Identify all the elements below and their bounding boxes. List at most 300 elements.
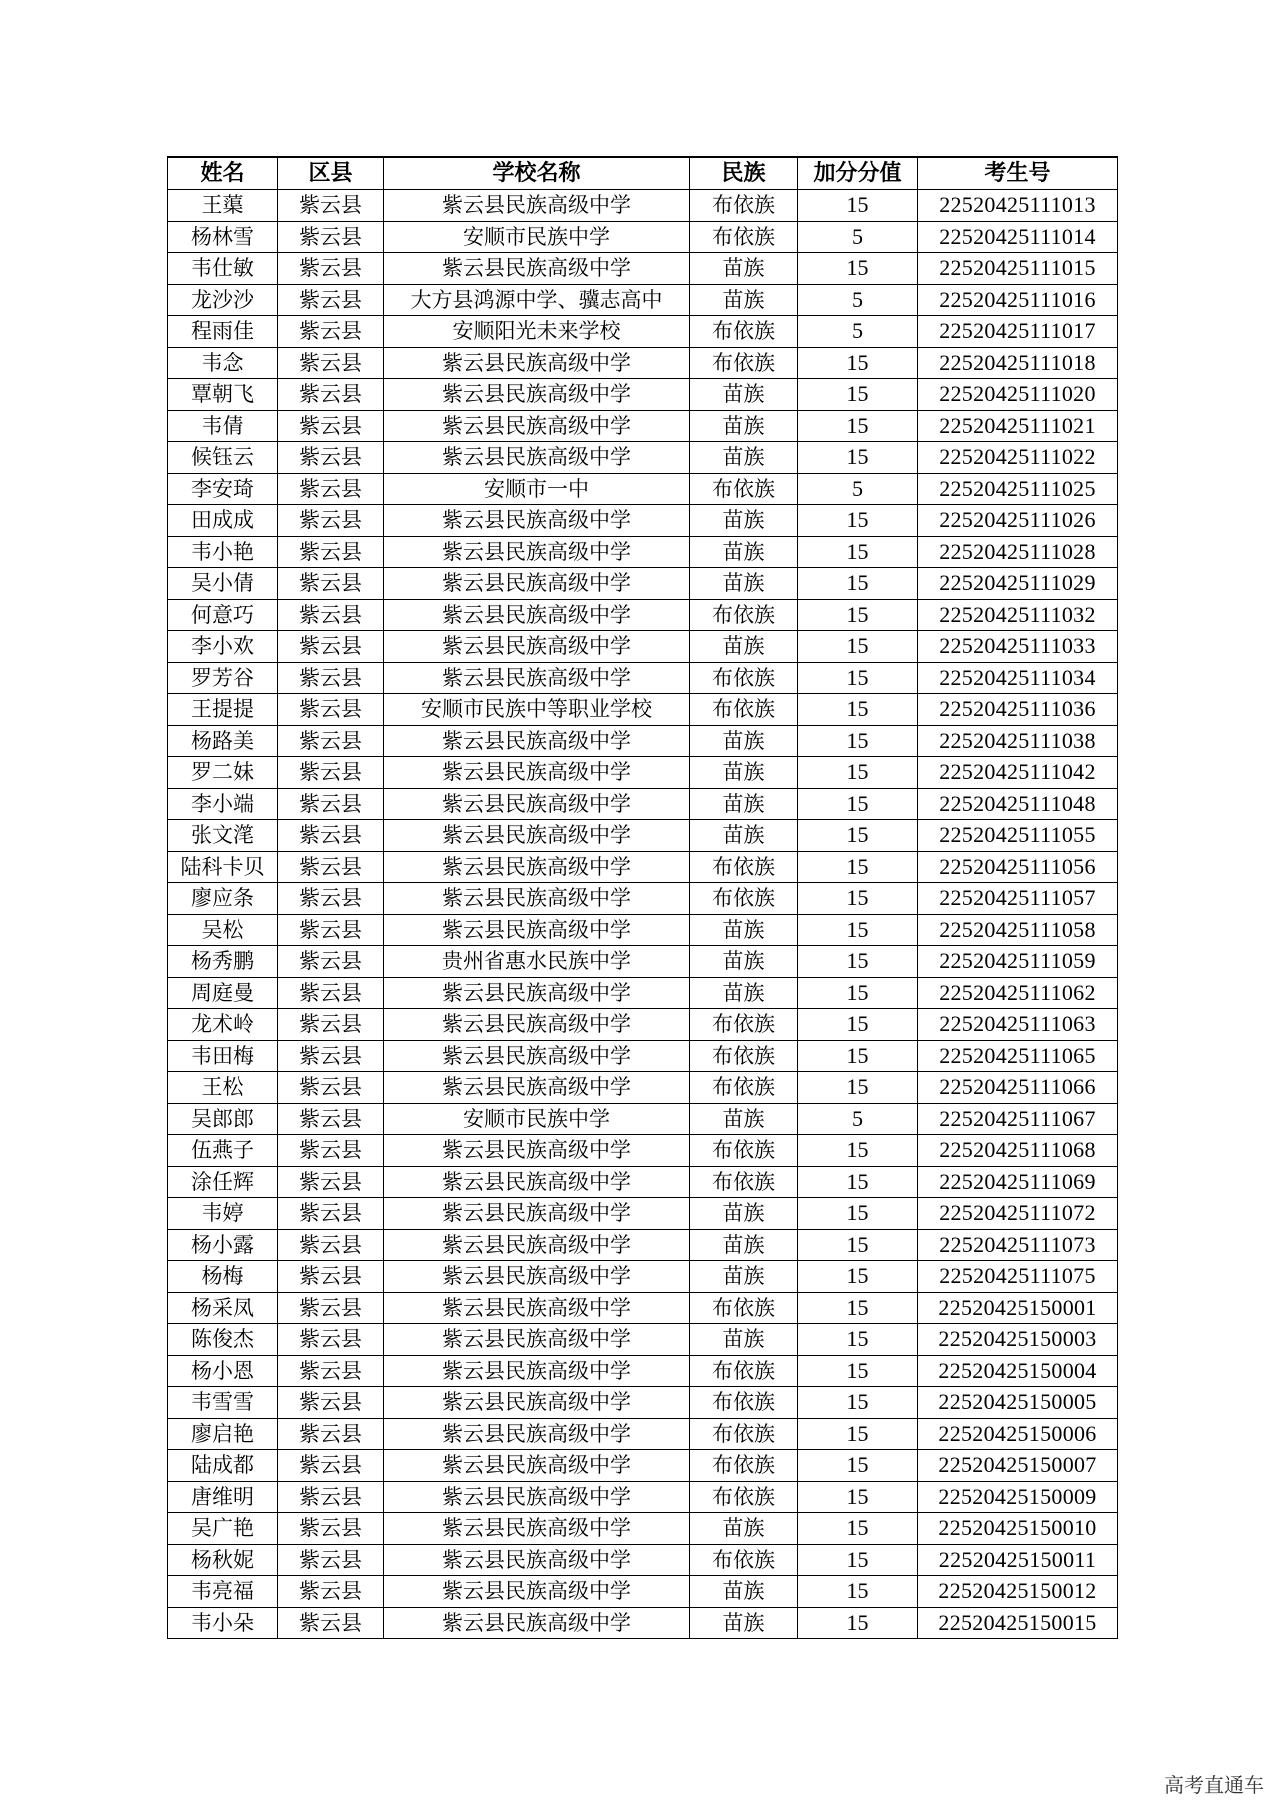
- cell-bonus: 15: [798, 1072, 918, 1104]
- cell-school: 紫云县民族高级中学: [384, 1229, 690, 1261]
- cell-bonus: 15: [798, 788, 918, 820]
- cell-county: 紫云县: [278, 1135, 384, 1167]
- cell-name: 陆科卡贝: [168, 851, 278, 883]
- cell-name: 韦雪雪: [168, 1387, 278, 1419]
- cell-bonus: 15: [798, 1324, 918, 1356]
- cell-bonus: 15: [798, 914, 918, 946]
- table-row: [168, 914, 1118, 946]
- cell-exam-id: 22520425111022: [918, 442, 1118, 474]
- cell-name: 陈俊杰: [168, 1324, 278, 1356]
- cell-bonus: 15: [798, 1198, 918, 1230]
- cell-county: 紫云县: [278, 410, 384, 442]
- cell-ethnicity: 布依族: [690, 1072, 798, 1104]
- cell-school: 安顺市民族中学: [384, 221, 690, 253]
- cell-school: 安顺市民族中学: [384, 1103, 690, 1135]
- cell-bonus: 15: [798, 977, 918, 1009]
- cell-school: 安顺阳光未来学校: [384, 316, 690, 348]
- cell-ethnicity: 苗族: [690, 253, 798, 285]
- cell-ethnicity: 苗族: [690, 284, 798, 316]
- cell-name: 罗芳谷: [168, 662, 278, 694]
- cell-bonus: 15: [798, 1450, 918, 1482]
- cell-bonus: 15: [798, 1418, 918, 1450]
- cell-name: 候钰云: [168, 442, 278, 474]
- cell-ethnicity: 苗族: [690, 568, 798, 600]
- cell-exam-id: 22520425111034: [918, 662, 1118, 694]
- cell-name: 韦田梅: [168, 1040, 278, 1072]
- cell-ethnicity: 布依族: [690, 316, 798, 348]
- cell-bonus: 15: [798, 757, 918, 789]
- cell-bonus: 15: [798, 631, 918, 663]
- table-row: [168, 1166, 1118, 1198]
- cell-exam-id: 22520425111026: [918, 505, 1118, 537]
- cell-school: 紫云县民族高级中学: [384, 631, 690, 663]
- cell-name: 韦倩: [168, 410, 278, 442]
- cell-exam-id: 22520425150003: [918, 1324, 1118, 1356]
- bonus-score-table: [167, 156, 1118, 1639]
- cell-ethnicity: 布依族: [690, 1166, 798, 1198]
- table-row: [168, 1009, 1118, 1041]
- table-row: [168, 725, 1118, 757]
- cell-ethnicity: 布依族: [690, 694, 798, 726]
- table-row: [168, 788, 1118, 820]
- cell-name: 杨梅: [168, 1261, 278, 1293]
- cell-exam-id: 22520425111062: [918, 977, 1118, 1009]
- cell-exam-id: 22520425111056: [918, 851, 1118, 883]
- cell-county: 紫云县: [278, 347, 384, 379]
- cell-ethnicity: 苗族: [690, 631, 798, 663]
- cell-name: 罗二妹: [168, 757, 278, 789]
- cell-county: 紫云县: [278, 914, 384, 946]
- cell-school: 紫云县民族高级中学: [384, 1387, 690, 1419]
- cell-school: 紫云县民族高级中学: [384, 1418, 690, 1450]
- cell-school: 安顺市一中: [384, 473, 690, 505]
- cell-county: 紫云县: [278, 505, 384, 537]
- cell-school: 紫云县民族高级中学: [384, 820, 690, 852]
- cell-school: 紫云县民族高级中学: [384, 1513, 690, 1545]
- cell-ethnicity: 布依族: [690, 1418, 798, 1450]
- cell-school: 紫云县民族高级中学: [384, 662, 690, 694]
- table-row: [168, 1261, 1118, 1293]
- cell-bonus: 15: [798, 505, 918, 537]
- cell-exam-id: 22520425150001: [918, 1292, 1118, 1324]
- cell-exam-id: 22520425111014: [918, 221, 1118, 253]
- cell-school: 紫云县民族高级中学: [384, 757, 690, 789]
- cell-name: 杨秀鹏: [168, 946, 278, 978]
- cell-county: 紫云县: [278, 1198, 384, 1230]
- header-bonus: 加分分值: [798, 157, 918, 190]
- cell-ethnicity: 苗族: [690, 1229, 798, 1261]
- cell-name: 吴松: [168, 914, 278, 946]
- cell-name: 何意巧: [168, 599, 278, 631]
- cell-school: 紫云县民族高级中学: [384, 410, 690, 442]
- cell-ethnicity: 苗族: [690, 1324, 798, 1356]
- cell-bonus: 15: [798, 442, 918, 474]
- cell-bonus: 15: [798, 1229, 918, 1261]
- cell-exam-id: 22520425111065: [918, 1040, 1118, 1072]
- cell-bonus: 15: [798, 347, 918, 379]
- cell-bonus: 5: [798, 316, 918, 348]
- cell-name: 李小欢: [168, 631, 278, 663]
- cell-county: 紫云县: [278, 1607, 384, 1639]
- cell-name: 涂任辉: [168, 1166, 278, 1198]
- cell-school: 紫云县民族高级中学: [384, 1450, 690, 1482]
- cell-exam-id: 22520425150011: [918, 1544, 1118, 1576]
- cell-name: 吴郎郎: [168, 1103, 278, 1135]
- cell-exam-id: 22520425111067: [918, 1103, 1118, 1135]
- cell-school: 紫云县民族高级中学: [384, 788, 690, 820]
- cell-bonus: 15: [798, 1009, 918, 1041]
- table-row: [168, 946, 1118, 978]
- cell-bonus: 15: [798, 694, 918, 726]
- table-row: [168, 1355, 1118, 1387]
- table-row: [168, 1103, 1118, 1135]
- table-row: [168, 1387, 1118, 1419]
- cell-county: 紫云县: [278, 1072, 384, 1104]
- cell-school: 紫云县民族高级中学: [384, 883, 690, 915]
- cell-ethnicity: 布依族: [690, 1387, 798, 1419]
- cell-bonus: 15: [798, 662, 918, 694]
- cell-exam-id: 22520425111073: [918, 1229, 1118, 1261]
- table-row: [168, 820, 1118, 852]
- cell-ethnicity: 苗族: [690, 505, 798, 537]
- cell-exam-id: 22520425150015: [918, 1607, 1118, 1639]
- cell-bonus: 5: [798, 284, 918, 316]
- cell-name: 李安琦: [168, 473, 278, 505]
- table-row: [168, 1481, 1118, 1513]
- cell-school: 紫云县民族高级中学: [384, 253, 690, 285]
- cell-name: 龙沙沙: [168, 284, 278, 316]
- cell-county: 紫云县: [278, 473, 384, 505]
- cell-school: 紫云县民族高级中学: [384, 568, 690, 600]
- table-row: [168, 1607, 1118, 1639]
- cell-ethnicity: 布依族: [690, 1355, 798, 1387]
- cell-bonus: 15: [798, 536, 918, 568]
- table-row: [168, 977, 1118, 1009]
- cell-county: 紫云县: [278, 1292, 384, 1324]
- cell-ethnicity: 布依族: [690, 1009, 798, 1041]
- cell-county: 紫云县: [278, 1481, 384, 1513]
- cell-exam-id: 22520425111025: [918, 473, 1118, 505]
- cell-county: 紫云县: [278, 757, 384, 789]
- cell-bonus: 15: [798, 1355, 918, 1387]
- cell-bonus: 15: [798, 253, 918, 285]
- cell-bonus: 5: [798, 1103, 918, 1135]
- cell-exam-id: 22520425111057: [918, 883, 1118, 915]
- cell-name: 杨采凤: [168, 1292, 278, 1324]
- cell-exam-id: 22520425111021: [918, 410, 1118, 442]
- table-row: [168, 1450, 1118, 1482]
- cell-bonus: 15: [798, 1166, 918, 1198]
- cell-county: 紫云县: [278, 190, 384, 222]
- cell-bonus: 15: [798, 190, 918, 222]
- cell-school: 紫云县民族高级中学: [384, 1544, 690, 1576]
- cell-exam-id: 22520425111068: [918, 1135, 1118, 1167]
- cell-school: 紫云县民族高级中学: [384, 1135, 690, 1167]
- cell-ethnicity: 苗族: [690, 1607, 798, 1639]
- cell-ethnicity: 苗族: [690, 410, 798, 442]
- cell-name: 陆成都: [168, 1450, 278, 1482]
- cell-exam-id: 22520425111066: [918, 1072, 1118, 1104]
- cell-school: 紫云县民族高级中学: [384, 977, 690, 1009]
- cell-county: 紫云县: [278, 221, 384, 253]
- cell-county: 紫云县: [278, 977, 384, 1009]
- cell-exam-id: 22520425150009: [918, 1481, 1118, 1513]
- cell-school: 紫云县民族高级中学: [384, 1072, 690, 1104]
- header-school: 学校名称: [384, 157, 690, 190]
- cell-school: 紫云县民族高级中学: [384, 1324, 690, 1356]
- cell-county: 紫云县: [278, 1544, 384, 1576]
- cell-name: 韦亮福: [168, 1576, 278, 1608]
- table-row: [168, 316, 1118, 348]
- cell-exam-id: 22520425150006: [918, 1418, 1118, 1450]
- table-row: [168, 505, 1118, 537]
- cell-county: 紫云县: [278, 946, 384, 978]
- cell-exam-id: 22520425111015: [918, 253, 1118, 285]
- cell-ethnicity: 苗族: [690, 820, 798, 852]
- cell-ethnicity: 苗族: [690, 725, 798, 757]
- cell-name: 杨秋妮: [168, 1544, 278, 1576]
- cell-ethnicity: 布依族: [690, 473, 798, 505]
- cell-ethnicity: 布依族: [690, 883, 798, 915]
- cell-county: 紫云县: [278, 1576, 384, 1608]
- cell-exam-id: 22520425111058: [918, 914, 1118, 946]
- cell-name: 韦小朵: [168, 1607, 278, 1639]
- cell-county: 紫云县: [278, 883, 384, 915]
- cell-ethnicity: 布依族: [690, 1292, 798, 1324]
- cell-exam-id: 22520425111069: [918, 1166, 1118, 1198]
- table-row: [168, 757, 1118, 789]
- cell-exam-id: 22520425111017: [918, 316, 1118, 348]
- cell-ethnicity: 布依族: [690, 347, 798, 379]
- cell-name: 唐维明: [168, 1481, 278, 1513]
- cell-ethnicity: 苗族: [690, 1261, 798, 1293]
- cell-county: 紫云县: [278, 1166, 384, 1198]
- table-row: [168, 536, 1118, 568]
- cell-name: 吴小倩: [168, 568, 278, 600]
- cell-county: 紫云县: [278, 1324, 384, 1356]
- cell-name: 廖启艳: [168, 1418, 278, 1450]
- cell-exam-id: 22520425150010: [918, 1513, 1118, 1545]
- cell-bonus: 5: [798, 221, 918, 253]
- cell-county: 紫云县: [278, 379, 384, 411]
- header-exam-id: 考生号: [918, 157, 1118, 190]
- cell-name: 田成成: [168, 505, 278, 537]
- table-row: [168, 1072, 1118, 1104]
- cell-school: 紫云县民族高级中学: [384, 190, 690, 222]
- cell-name: 韦小艳: [168, 536, 278, 568]
- cell-bonus: 15: [798, 1135, 918, 1167]
- cell-exam-id: 22520425150005: [918, 1387, 1118, 1419]
- cell-bonus: 15: [798, 883, 918, 915]
- cell-school: 紫云县民族高级中学: [384, 599, 690, 631]
- table-row: [168, 284, 1118, 316]
- table-row: [168, 410, 1118, 442]
- table-row: [168, 568, 1118, 600]
- table-row: [168, 1229, 1118, 1261]
- cell-bonus: 15: [798, 851, 918, 883]
- table-row: [168, 1576, 1118, 1608]
- cell-name: 杨小恩: [168, 1355, 278, 1387]
- table-body: [168, 190, 1118, 1639]
- cell-exam-id: 22520425150004: [918, 1355, 1118, 1387]
- cell-school: 紫云县民族高级中学: [384, 442, 690, 474]
- cell-bonus: 15: [798, 946, 918, 978]
- cell-ethnicity: 布依族: [690, 1040, 798, 1072]
- table-row: [168, 1292, 1118, 1324]
- table-row: [168, 253, 1118, 285]
- cell-ethnicity: 苗族: [690, 536, 798, 568]
- cell-name: 张文滗: [168, 820, 278, 852]
- cell-exam-id: 22520425111048: [918, 788, 1118, 820]
- table-row: [168, 221, 1118, 253]
- cell-county: 紫云县: [278, 599, 384, 631]
- cell-county: 紫云县: [278, 1103, 384, 1135]
- cell-county: 紫云县: [278, 568, 384, 600]
- cell-name: 王蕖: [168, 190, 278, 222]
- table-row: [168, 1198, 1118, 1230]
- cell-exam-id: 22520425111055: [918, 820, 1118, 852]
- cell-ethnicity: 苗族: [690, 1513, 798, 1545]
- cell-school: 紫云县民族高级中学: [384, 1292, 690, 1324]
- cell-ethnicity: 布依族: [690, 1544, 798, 1576]
- cell-exam-id: 22520425111029: [918, 568, 1118, 600]
- cell-school: 紫云县民族高级中学: [384, 379, 690, 411]
- cell-ethnicity: 布依族: [690, 851, 798, 883]
- cell-ethnicity: 苗族: [690, 788, 798, 820]
- header-ethnicity: 民族: [690, 157, 798, 190]
- cell-exam-id: 22520425111075: [918, 1261, 1118, 1293]
- cell-name: 李小端: [168, 788, 278, 820]
- cell-exam-id: 22520425111036: [918, 694, 1118, 726]
- cell-bonus: 15: [798, 1481, 918, 1513]
- cell-school: 紫云县民族高级中学: [384, 1040, 690, 1072]
- cell-name: 杨路美: [168, 725, 278, 757]
- cell-name: 伍燕子: [168, 1135, 278, 1167]
- cell-bonus: 5: [798, 473, 918, 505]
- cell-ethnicity: 苗族: [690, 1103, 798, 1135]
- cell-bonus: 15: [798, 379, 918, 411]
- table-row: [168, 883, 1118, 915]
- cell-exam-id: 22520425111059: [918, 946, 1118, 978]
- cell-school: 紫云县民族高级中学: [384, 536, 690, 568]
- table-row: [168, 1135, 1118, 1167]
- cell-name: 覃朝飞: [168, 379, 278, 411]
- cell-ethnicity: 布依族: [690, 599, 798, 631]
- table-row: [168, 1544, 1118, 1576]
- table-row: [168, 1513, 1118, 1545]
- cell-exam-id: 22520425111033: [918, 631, 1118, 663]
- table-header-row: [168, 157, 1118, 190]
- header-county: 区县: [278, 157, 384, 190]
- cell-school: 紫云县民族高级中学: [384, 914, 690, 946]
- cell-exam-id: 22520425111028: [918, 536, 1118, 568]
- cell-bonus: 15: [798, 1544, 918, 1576]
- watermark-text: 高考直通车: [1164, 1773, 1264, 1797]
- cell-bonus: 15: [798, 1292, 918, 1324]
- cell-school: 紫云县民族高级中学: [384, 1198, 690, 1230]
- cell-name: 杨林雪: [168, 221, 278, 253]
- table-row: [168, 1418, 1118, 1450]
- cell-school: 紫云县民族高级中学: [384, 505, 690, 537]
- cell-county: 紫云县: [278, 1387, 384, 1419]
- cell-ethnicity: 布依族: [690, 1135, 798, 1167]
- cell-bonus: 15: [798, 599, 918, 631]
- table-row: [168, 631, 1118, 663]
- cell-ethnicity: 苗族: [690, 946, 798, 978]
- cell-bonus: 15: [798, 820, 918, 852]
- cell-ethnicity: 苗族: [690, 757, 798, 789]
- cell-name: 周庭曼: [168, 977, 278, 1009]
- cell-bonus: 15: [798, 1040, 918, 1072]
- cell-county: 紫云县: [278, 316, 384, 348]
- cell-school: 紫云县民族高级中学: [384, 851, 690, 883]
- cell-county: 紫云县: [278, 442, 384, 474]
- cell-ethnicity: 苗族: [690, 379, 798, 411]
- cell-county: 紫云县: [278, 1418, 384, 1450]
- table-row: [168, 851, 1118, 883]
- cell-county: 紫云县: [278, 1355, 384, 1387]
- table-row: [168, 190, 1118, 222]
- cell-school: 紫云县民族高级中学: [384, 1009, 690, 1041]
- cell-exam-id: 22520425111018: [918, 347, 1118, 379]
- cell-bonus: 15: [798, 1387, 918, 1419]
- cell-county: 紫云县: [278, 1040, 384, 1072]
- cell-county: 紫云县: [278, 1229, 384, 1261]
- cell-ethnicity: 苗族: [690, 977, 798, 1009]
- cell-name: 王松: [168, 1072, 278, 1104]
- cell-exam-id: 22520425111020: [918, 379, 1118, 411]
- cell-bonus: 15: [798, 568, 918, 600]
- cell-county: 紫云县: [278, 820, 384, 852]
- cell-county: 紫云县: [278, 536, 384, 568]
- cell-exam-id: 22520425150007: [918, 1450, 1118, 1482]
- table-row: [168, 1040, 1118, 1072]
- cell-school: 紫云县民族高级中学: [384, 1607, 690, 1639]
- cell-exam-id: 22520425111072: [918, 1198, 1118, 1230]
- cell-school: 紫云县民族高级中学: [384, 1481, 690, 1513]
- cell-exam-id: 22520425111038: [918, 725, 1118, 757]
- cell-ethnicity: 布依族: [690, 1450, 798, 1482]
- cell-ethnicity: 布依族: [690, 662, 798, 694]
- cell-exam-id: 22520425111042: [918, 757, 1118, 789]
- cell-bonus: 15: [798, 410, 918, 442]
- cell-county: 紫云县: [278, 725, 384, 757]
- cell-school: 安顺市民族中等职业学校: [384, 694, 690, 726]
- cell-name: 程雨佳: [168, 316, 278, 348]
- cell-name: 韦婷: [168, 1198, 278, 1230]
- cell-name: 廖应条: [168, 883, 278, 915]
- cell-school: 贵州省惠水民族中学: [384, 946, 690, 978]
- cell-name: 王提提: [168, 694, 278, 726]
- cell-name: 韦念: [168, 347, 278, 379]
- cell-ethnicity: 苗族: [690, 442, 798, 474]
- cell-bonus: 15: [798, 725, 918, 757]
- cell-bonus: 15: [798, 1513, 918, 1545]
- cell-exam-id: 22520425150012: [918, 1576, 1118, 1608]
- cell-county: 紫云县: [278, 851, 384, 883]
- table-row: [168, 599, 1118, 631]
- cell-exam-id: 22520425111032: [918, 599, 1118, 631]
- header-name: 姓名: [168, 157, 278, 190]
- table-row: [168, 379, 1118, 411]
- cell-ethnicity: 苗族: [690, 1198, 798, 1230]
- cell-ethnicity: 布依族: [690, 221, 798, 253]
- cell-county: 紫云县: [278, 788, 384, 820]
- cell-county: 紫云县: [278, 284, 384, 316]
- cell-name: 韦仕敏: [168, 253, 278, 285]
- cell-ethnicity: 苗族: [690, 914, 798, 946]
- cell-bonus: 15: [798, 1576, 918, 1608]
